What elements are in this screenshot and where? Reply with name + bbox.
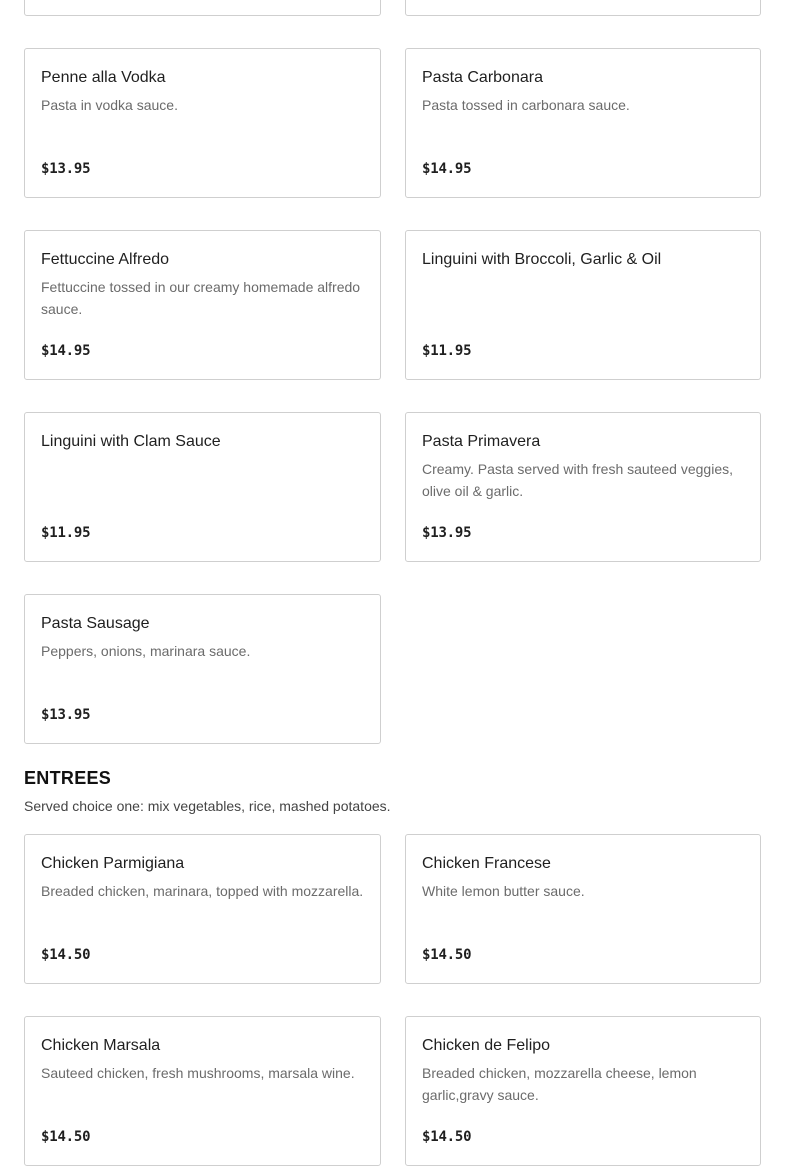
menu-item-description: White lemon butter sauce. — [422, 883, 585, 899]
menu-item-card[interactable] — [405, 1016, 761, 1166]
menu-item-name: Penne alla Vodka — [41, 69, 166, 86]
menu-item-price: $14.50 — [422, 1129, 472, 1145]
menu-item-price: $11.95 — [422, 343, 472, 359]
menu-item-description: Breaded chicken, mozzarella cheese, lemon garlic,gravy sauce. — [422, 1065, 697, 1103]
menu-item-name: Pasta Primavera — [422, 433, 541, 450]
menu-item-card[interactable] — [405, 230, 761, 380]
menu-item-description: Pasta in vodka sauce. — [41, 97, 178, 113]
menu-item-card[interactable] — [24, 48, 381, 198]
menu-item-card[interactable] — [24, 594, 381, 744]
menu-item-price: $14.50 — [41, 947, 91, 963]
menu-item-description: Creamy. Pasta served with fresh sauteed veggies, olive oil & garlic. — [422, 461, 734, 499]
menu-item-price: $13.95 — [41, 161, 91, 177]
menu-item-price: $14.95 — [422, 161, 472, 177]
menu-item-description: Breaded chicken, marinara, topped with mozzarella. — [41, 883, 364, 899]
menu-item-description: Sauteed chicken, fresh mushrooms, marsala wine. — [41, 1065, 355, 1081]
menu-item-name: Chicken Parmigiana — [41, 855, 185, 872]
menu-item-card[interactable] — [405, 48, 761, 198]
menu-item-card-partial[interactable] — [405, 0, 761, 16]
menu-item-price: $14.50 — [422, 947, 472, 963]
menu-item-card[interactable] — [405, 834, 761, 984]
menu-item-price: $13.95 — [41, 707, 91, 723]
menu-item-description: Pasta tossed in carbonara sauce. — [422, 97, 630, 113]
menu-item-card[interactable] — [24, 834, 381, 984]
menu-item-name: Pasta Sausage — [41, 615, 150, 632]
menu-item-price: $11.95 — [41, 525, 91, 541]
menu-item-price: $13.95 — [422, 525, 472, 541]
menu-item-description: Peppers, onions, marinara sauce. — [41, 643, 251, 659]
section-subtitle: Served choice one: mix vegetables, rice, mashed potatoes. — [24, 798, 391, 814]
menu-item-name: Linguini with Clam Sauce — [41, 433, 221, 450]
menu-item-name: Chicken Marsala — [41, 1037, 161, 1054]
menu-item-card[interactable] — [405, 412, 761, 562]
menu-item-description: Fettuccine tossed in our creamy homemade alfredo sauce. — [41, 279, 361, 317]
menu-item-name: Chicken Francese — [422, 855, 551, 872]
menu-item-name: Fettuccine Alfredo — [41, 251, 170, 268]
menu-item-name: Chicken de Felipo — [422, 1037, 551, 1054]
menu-item-card[interactable] — [24, 1016, 381, 1166]
menu-item-card[interactable] — [24, 412, 381, 562]
menu-item-card-partial[interactable] — [24, 0, 381, 16]
menu-item-price: $14.95 — [41, 343, 91, 359]
menu-item-price: $14.50 — [41, 1129, 91, 1145]
menu-item-name: Pasta Carbonara — [422, 69, 543, 86]
section-title: ENTREES — [24, 768, 112, 788]
menu-item-card[interactable] — [24, 230, 381, 380]
menu-item-name: Linguini with Broccoli, Garlic & Oil — [422, 251, 662, 268]
